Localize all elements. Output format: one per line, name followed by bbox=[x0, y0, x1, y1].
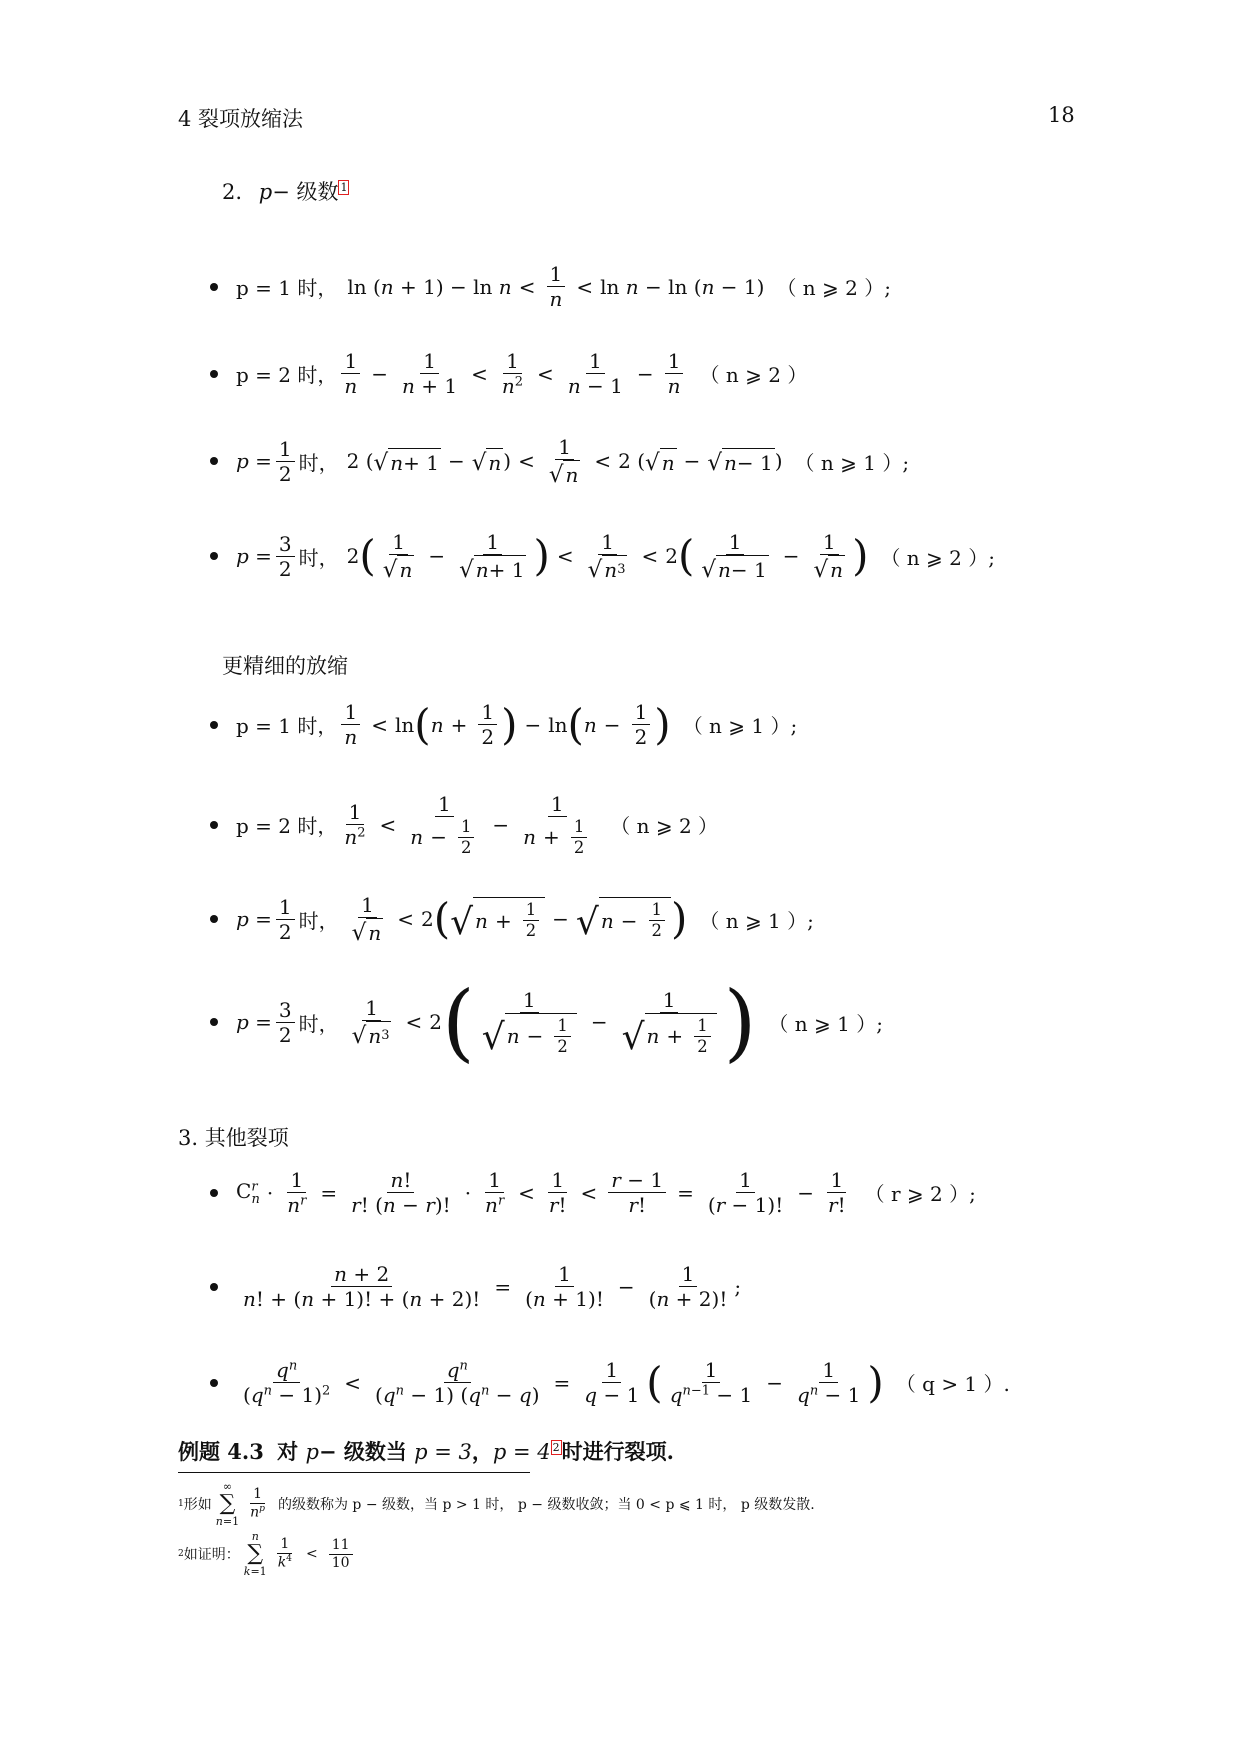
section-2-title bbox=[222, 176, 349, 206]
bullet bbox=[210, 1379, 218, 1387]
example-text: 时进行裂项. bbox=[561, 1439, 674, 1464]
p-num: 1 bbox=[276, 437, 295, 462]
n-condition: （ n ⩾ 2 ）; bbox=[776, 276, 891, 300]
q-condition: （ q > 1 ）. bbox=[895, 1372, 1010, 1396]
p-tail: 时， bbox=[298, 450, 339, 475]
semicolon: ; bbox=[734, 1274, 742, 1299]
bullet bbox=[210, 457, 218, 465]
footnote-ref-1[interactable]: 1 bbox=[340, 181, 348, 194]
footnote-separator bbox=[178, 1472, 530, 1473]
p-label: p = bbox=[236, 449, 272, 473]
p-condition: p = 2 时， bbox=[236, 363, 338, 387]
example-eq: p = 3 bbox=[414, 1440, 472, 1464]
n-condition: （ n ⩾ 1 ）; bbox=[699, 908, 814, 933]
section-text: − 级数 bbox=[272, 180, 339, 204]
n-condition: （ n ⩾ 2 ） bbox=[699, 363, 808, 387]
footnote-lead: 形如 bbox=[183, 1497, 212, 1513]
finer-item-p1: p = 1 时， 1 n < ln ( n + $\frac{1}{2}$ ) − ln ( n − $\frac{1}{2}$ ) （ n ⩾ 1 ）; bbox=[210, 700, 797, 749]
bullet bbox=[210, 1018, 218, 1026]
p-num: 3 bbox=[276, 998, 295, 1023]
r-condition: （ r ⩾ 2 ）; bbox=[864, 1182, 976, 1206]
other-item-3: $q^n$ $(q^n - 1)^2$ < $\frac{q^n}{(q^n - 1) (q^n - q)}$ = $\frac{1}{q - 1}$ ( 1 $q^{n-1} - 1$ − $\frac{1}{q^n - 1}$ ) （ q > 1 ）. bbox=[210, 1358, 1010, 1407]
bullet bbox=[210, 915, 218, 923]
example-4-3 bbox=[178, 1436, 674, 1466]
n-condition: （ n ⩾ 1 ）; bbox=[794, 450, 910, 475]
p-num: 1 bbox=[276, 895, 295, 920]
p-den: 2 bbox=[278, 919, 292, 944]
bullet bbox=[210, 721, 218, 729]
p-tail: 时， bbox=[298, 908, 339, 933]
footnote-1: 1 形如 ∞ ∑ n=1 1 $n^p$ 的级数称为 p − 级数，当 p > 1 时， p − 级数收敛；当 0 < p ⩽ 1 时， p 级数发散. bbox=[178, 1480, 815, 1528]
p-condition: p = 1 时， bbox=[236, 276, 338, 300]
p-tail: 时， bbox=[298, 1011, 339, 1036]
n-condition: （ n ⩾ 1 ）; bbox=[768, 1011, 883, 1036]
p-label: p = bbox=[236, 907, 272, 931]
other-item-1: $C^r_n$ · $\frac{1}{n^r}$ = $\frac{n!}{r! (n - r)!}$ · 1 $n^r$ < 1 r! < $\frac{r - 1}{r!}$ = $\frac{1}{(r - 1)!}$ − $\frac{1}{r!}$ （ r ⩾ 2 ）; bbox=[210, 1168, 976, 1217]
page-number: 18 bbox=[1048, 103, 1075, 127]
example-sep: ， bbox=[471, 1439, 493, 1464]
p-den: 2 bbox=[278, 1022, 292, 1047]
example-text: − 级数当 bbox=[318, 1439, 407, 1464]
section-number: 2. bbox=[222, 180, 243, 204]
n-condition: （ n ⩾ 2 ）; bbox=[880, 545, 995, 570]
bullet bbox=[210, 552, 218, 560]
finer-item-p-three-half: p = $\frac{3}{2}$ 时， 1 √ n 3 < 2 ( 1 √ n − $\frac{1}{2}$ − 1 √ n + $\frac{1}{2}$ ) （ n ⩾ 1 ）; bbox=[210, 980, 883, 1064]
other-item-2: $\frac{n + 2}{n! + (n + 1)! + (n + 2)!}$ = $\frac{1}{(n + 1)!}$ − $\frac{1}{(n + 2)!}$ ; bbox=[210, 1262, 741, 1311]
p-label: p = bbox=[236, 1010, 272, 1034]
bullet bbox=[210, 370, 218, 378]
footnote-mark: 1 bbox=[178, 1499, 184, 1509]
p-den: 2 bbox=[278, 461, 292, 486]
example-eq: p = 4 bbox=[492, 1440, 551, 1464]
section-3-title: 3. 其他裂项 bbox=[178, 1126, 289, 1150]
example-text: 对 bbox=[277, 1439, 299, 1464]
bullet bbox=[210, 821, 218, 829]
footnote-text: 的级数称为 p − 级数，当 p > 1 时， p − 级数收敛；当 0 < p ⩽ 1 时， p 级数发散. bbox=[277, 1497, 815, 1513]
section-var: p bbox=[258, 180, 273, 204]
bullet bbox=[210, 1189, 218, 1197]
finer-title: 更精细的放缩 bbox=[222, 654, 348, 678]
p-condition: p = 2 时， bbox=[236, 814, 338, 839]
footnote-mark: 2 bbox=[178, 1549, 184, 1559]
p-label: p = bbox=[236, 544, 272, 568]
series-item-p-three-half: p = $\frac{3}{2}$ 时， 2 ( 1 √ n − 1 √ n + 1 ) < 1 √ n 3 < 2 ( 1 √ n − 1 − 1 √ n ) （ n ⩾ 2 ）; bbox=[210, 530, 995, 582]
p-num: 3 bbox=[276, 532, 295, 557]
bullet bbox=[210, 1283, 218, 1291]
series-item-p2: p = 2 时， 1 n − $\frac{1}{n + 1}$ < 1 $n^2$ < 1 n − 1 − $\frac{1}{n}$ （ n ⩾ 2 ） bbox=[210, 349, 807, 398]
finer-item-p-half: p = $\frac{1}{2}$ 时， 1 √ n < 2 ( √ n + $\frac{1}{2}$ − √ n − $\frac{1}{2}$ ) （ n ⩾ 1 ）; bbox=[210, 893, 814, 945]
n-condition: （ n ⩾ 2 ） bbox=[610, 814, 719, 839]
series-item-p-half: p = $\frac{1}{2}$ 时， 2 ( √ n + 1 − √ n ) < 1 √ n < 2 ( √ n − √ n − 1 ) （ n ⩾ 1 ）; bbox=[210, 435, 909, 487]
n-condition: （ n ⩾ 1 ）; bbox=[682, 714, 798, 738]
chapter-header: 4 裂项放缩法 bbox=[178, 107, 304, 131]
footnote-lead: 如证明： bbox=[183, 1547, 240, 1563]
series-item-p1: p = 1 时， ln (n + 1) − ln n < 1 n < ln n − ln (n − 1) （ n ⩾ 2 ）; bbox=[210, 262, 891, 311]
footnote-2: 2 如证明： n ∑ k=1 1 $k^4$ < 11 10 bbox=[178, 1530, 357, 1578]
example-label: 例题 4.3 bbox=[178, 1439, 264, 1464]
finer-item-p2: p = 2 时， 1 $n^2$ < 1 n − $\frac{1}{2}$ − 1 n + $\frac{1}{2}$ （ n ⩾ 2 ） bbox=[210, 792, 718, 857]
footnote-ref-2[interactable]: 2 bbox=[552, 1441, 560, 1454]
example-var: p bbox=[305, 1440, 319, 1464]
p-tail: 时， bbox=[298, 545, 339, 570]
bullet bbox=[210, 283, 218, 291]
p-den: 2 bbox=[278, 556, 292, 581]
p-condition: p = 1 时， bbox=[236, 714, 338, 738]
